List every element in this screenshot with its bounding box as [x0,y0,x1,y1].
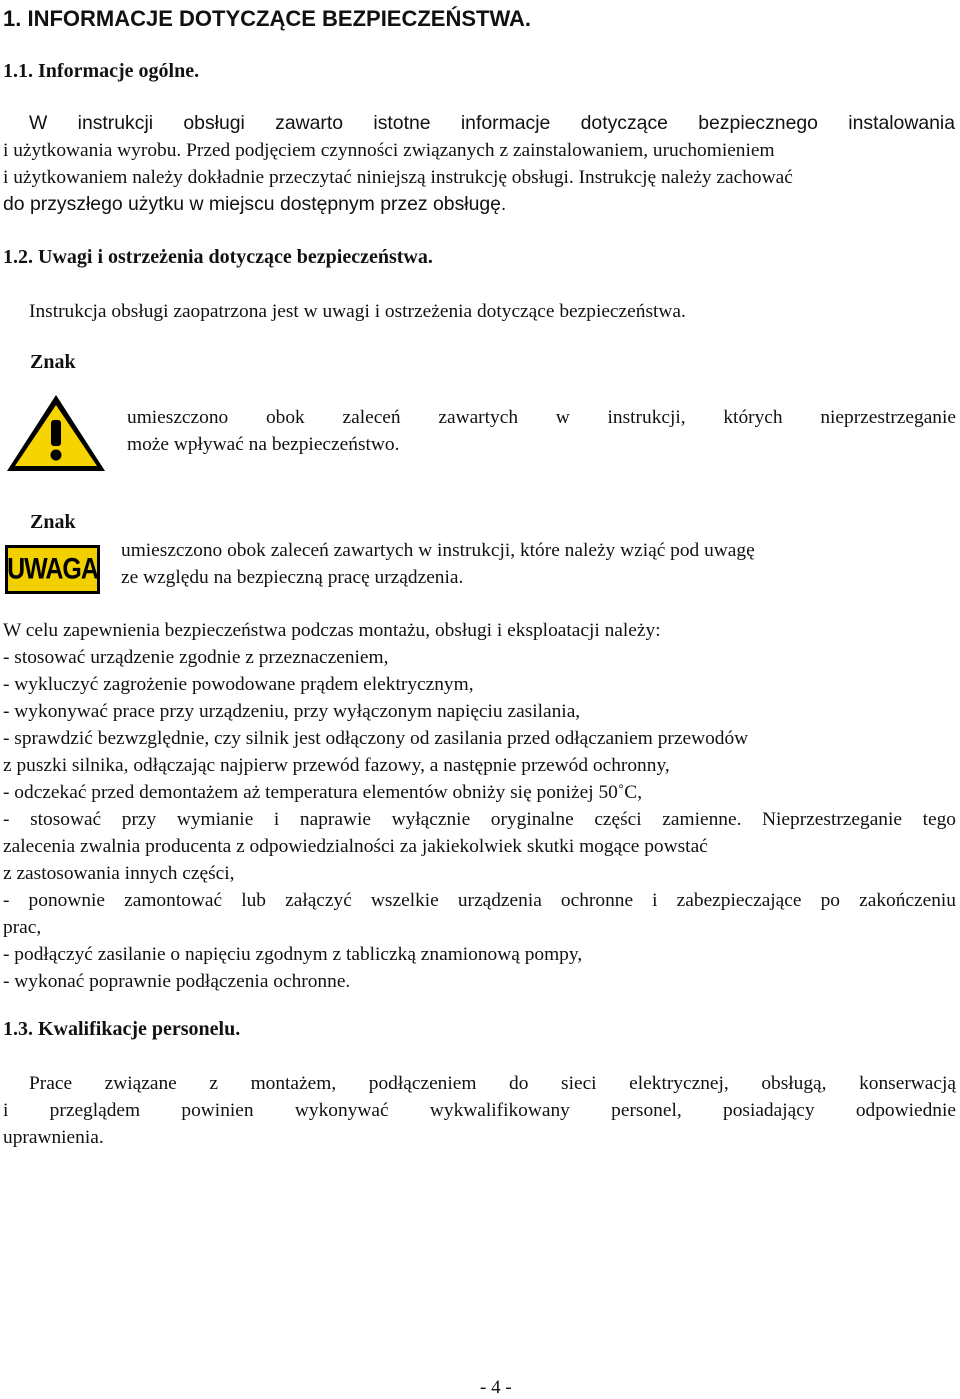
list-item: prac, [3,917,42,938]
list-item: - podłączyć zasilanie o napięciu zgodnym z tabliczką znamionową pompy, [3,944,583,965]
paragraph-line: W instrukcji obsługi zawarto istotne informacje dotyczące bezpiecznego instalowania [29,112,955,134]
list-item: - wykonywać prace przy urządzeniu, przy wyłączonym napięciu zasilania, [3,701,581,722]
list-intro: W celu zapewnienia bezpieczeństwa podczas montażu, obsługi i eksploatacji należy: [3,620,661,641]
list-item: - wykluczyć zagrożenie powodowane prądem elektrycznym, [3,674,474,695]
section-1-3-title: 1.3. Kwalifikacje personelu. [3,1018,241,1040]
list-item: - wykonać poprawnie podłączenia ochronne. [3,971,351,992]
main-heading: 1. INFORMACJE DOTYCZĄCE BEZPIECZEŃSTWA. [3,6,532,31]
page-number: - 4 - [480,1377,512,1398]
sign-2-description [121,537,755,591]
list-item: - stosować przy wymianie i naprawie wyłącznie oryginalne części zamienne. Nieprzestrzeganie tego [3,809,956,830]
section-1-2-title: 1.2. Uwagi i ostrzeżenia dotyczące bezpieczeństwa. [3,246,433,268]
uwaga-badge [5,545,100,594]
list-item: z zastosowania innych części, [3,863,235,884]
paragraph-line: uprawnienia. [3,1127,104,1148]
sign-1-line: umieszczono obok zaleceń zawartych w instrukcji, których nieprzestrzeganie [127,407,956,428]
uwaga-badge-text: UWAGA [7,552,98,586]
sign-1-label: Znak [30,351,76,373]
section-1-3-paragraph [3,1070,956,1151]
section-1-2-intro: Instrukcja obsługi zaopatrzona jest w uwagi i ostrzeżenia dotyczące bezpieczeństwa. [29,301,686,322]
list-item: - ponownie zamontować lub załączyć wszelkie urządzenia ochronne i zabezpieczające po zakończeniu [3,890,956,911]
section-1-1-paragraph [3,110,955,218]
paragraph-line: Prace związane z montażem, podłączeniem do sieci elektrycznej, obsługą, konserwacją [29,1073,956,1094]
sign-1-line: może wpływać na bezpieczeństwo. [127,434,400,455]
paragraph-line: i użytkowaniem należy dokładnie przeczytać niniejszą instrukcję obsługi. Instrukcję należy zachować [3,167,793,188]
list-item: zalecenia zwalnia producenta z odpowiedzialności za jakiekolwiek skutki mogące powstać [3,836,708,857]
section-1-1-title: 1.1. Informacje ogólne. [3,60,200,82]
sign-2-label: Znak [30,511,76,533]
paragraph-line: i przeglądem powinien wykonywać wykwalifikowany personel, posiadający odpowiednie [3,1100,956,1121]
uwaga-badge-fill [8,548,97,591]
paragraph-line: i użytkowania wyrobu. Przed podjęciem czynności związanych z zainstalowaniem, uruchomieniem [3,140,775,161]
sign-1-description [127,404,956,458]
list-item: - odczekać przed demontażem aż temperatura elementów obniży się poniżej 50˚C, [3,782,643,803]
sign-2-line: umieszczono obok zaleceń zawartych w instrukcji, które należy wziąć pod uwagę [121,540,755,561]
list-item: - stosować urządzenie zgodnie z przeznaczeniem, [3,647,389,668]
safety-list [3,617,956,995]
paragraph-line: do przyszłego użytku w miejscu dostępnym przez obsługę. [3,193,507,215]
warning-triangle-icon [4,392,108,474]
list-item: z puszki silnika, odłączając najpierw przewód fazowy, a następnie przewód ochronny, [3,755,670,776]
sign-2-line: ze względu na bezpieczną pracę urządzenia. [121,567,464,588]
list-item: - sprawdzić bezwzględnie, czy silnik jest odłączony od zasilania przed odłączaniem przewodów [3,728,749,749]
